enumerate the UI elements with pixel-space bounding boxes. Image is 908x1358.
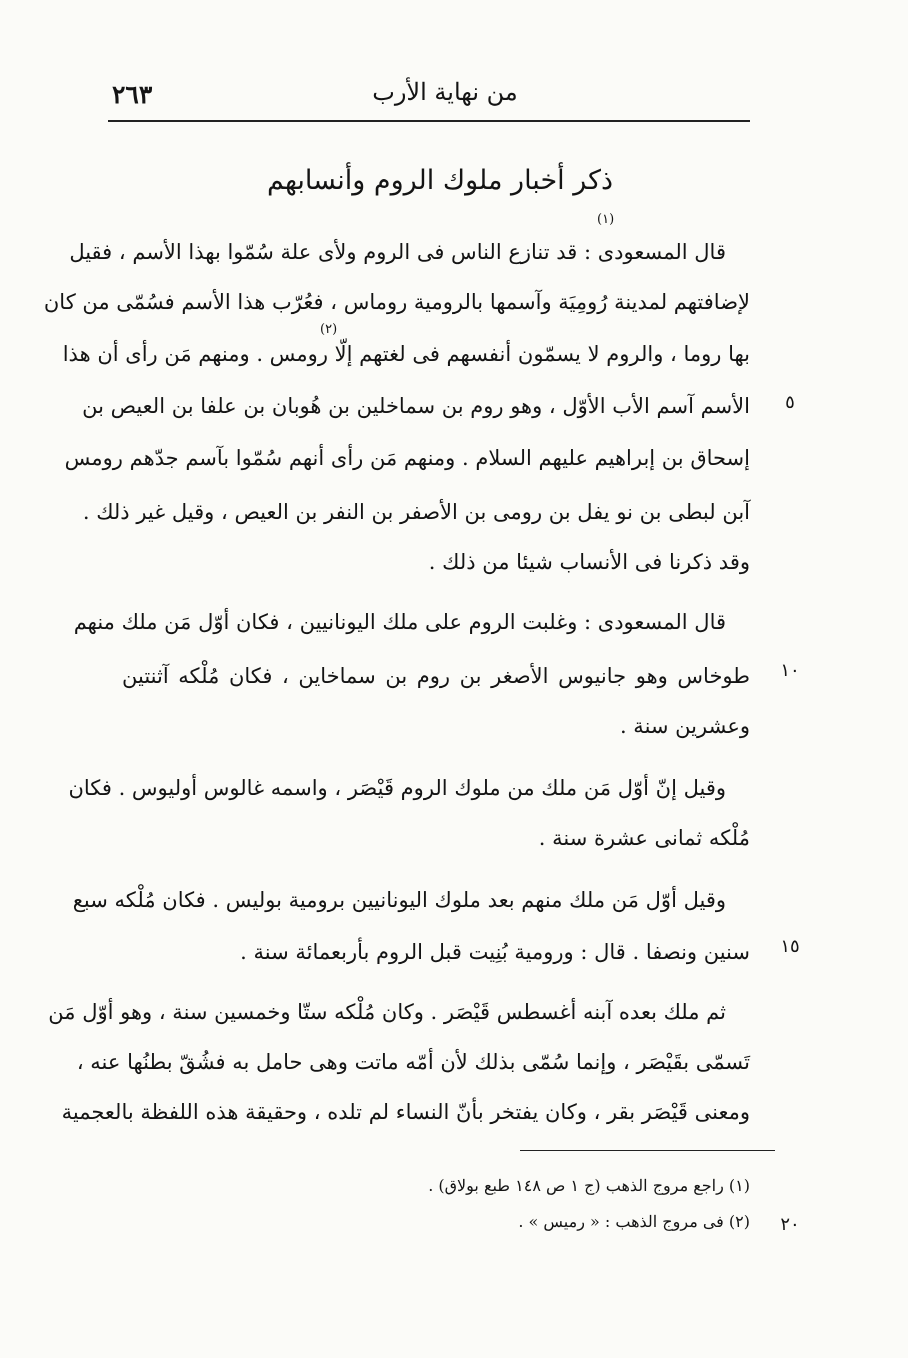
text-line-13: وقيل أوّل مَن ملك منهم بعد ملوك اليونانيين برومية بوليس . فكان مُلْكه سبع [72, 888, 726, 912]
text-line-5: إسحاق بن إبراهيم عليهم السلام . ومنهم مَن رأى أنهم سُمّوا بآسم جدّهم رومس [64, 446, 750, 470]
running-header-title: من نهاية الأرب [372, 78, 518, 106]
text-line-16: تَسمّى بقَيْصَر ، وإنما سُمّى بذلك لأن أمّه ماتت وهى حامل به فشُقّ بطنُها عنه ، [76, 1050, 750, 1074]
line-number-5: ٥ [785, 392, 795, 413]
text-line-11: وقيل إنّ أوّل مَن ملك من ملوك الروم قَيْصَر ، واسمه غالوس أوليوس . فكان [68, 776, 726, 800]
header-rule [108, 120, 750, 122]
text-line-17: ومعنى قَيْصَر بقر ، وكان يفتخر بأنّ النساء لم تلده ، وحقيقة هذه اللفظة بالعجمية [61, 1100, 750, 1124]
footnote-1: (١) راجع مروج الذهب (ج ١ ص ١٤٨ طبع بولاق) . [428, 1176, 750, 1195]
line-number-20: ٢٠ [780, 1214, 800, 1235]
text-line-15: ثم ملك بعده آبنه أغسطس قَيْصَر . وكان مُلْكه ستّا وخمسين سنة ، وهو أوّل مَن [48, 1000, 726, 1024]
text-line-4: الأسم آسم الأب الأوّل ، وهو روم بن سماخلين بن هُوبان بن علفا بن العيص بن [82, 394, 750, 418]
line-number-15: ١٥ [780, 936, 800, 957]
line-number-10: ١٠ [780, 660, 800, 681]
footnote-2: (٢) فى مروج الذهب : « رميس » . [518, 1212, 750, 1231]
text-line-10: وعشرين سنة . [619, 714, 750, 738]
text-line-6: آبن لبطى بن نو يفل بن رومى بن الأصفر بن النفر بن العيص ، وقيل غير ذلك . [82, 500, 750, 524]
text-line-8: قال المسعودى : وغلبت الروم على ملك اليونانيين ، فكان أوّل مَن ملك منهم [73, 610, 726, 634]
section-heading: ذكر أخبار ملوك الروم وأنسابهم [267, 165, 613, 196]
footnote-marker-2: (٢) [320, 322, 338, 337]
footnote-marker-1: (١) [597, 212, 615, 227]
text-line-12: مُلْكه ثمانى عشرة سنة . [538, 826, 750, 850]
footnote-rule [520, 1150, 775, 1151]
page-number: ٢٦٣ [112, 80, 153, 109]
text-line-7: وقد ذكرنا فى الأنساب شيئا من ذلك . [428, 550, 750, 574]
text-line-14: سنين ونصفا . قال : ورومية بُنِيت قبل الروم بأربعمائة سنة . [240, 940, 750, 964]
text-line-2: لإضافتهم لمدينة رُومِيَة وآسمها بالرومية روماس ، فعُرّب هذا الأسم فسُمّى من كان [43, 290, 750, 314]
text-line-3: بها روما ، والروم لا يسمّون أنفسهم فى لغتهم إلّا رومس . ومنهم مَن رأى أن هذا [62, 342, 750, 366]
text-line-9: طوخاس وهو جانيوس الأصغر بن روم بن سماخاين ، فكان مُلْكه آثنتين [122, 664, 750, 688]
text-line-1: قال المسعودى : قد تنازع الناس فى الروم ولأى علة سُمّوا بهذا الأسم ، فقيل [69, 240, 726, 264]
